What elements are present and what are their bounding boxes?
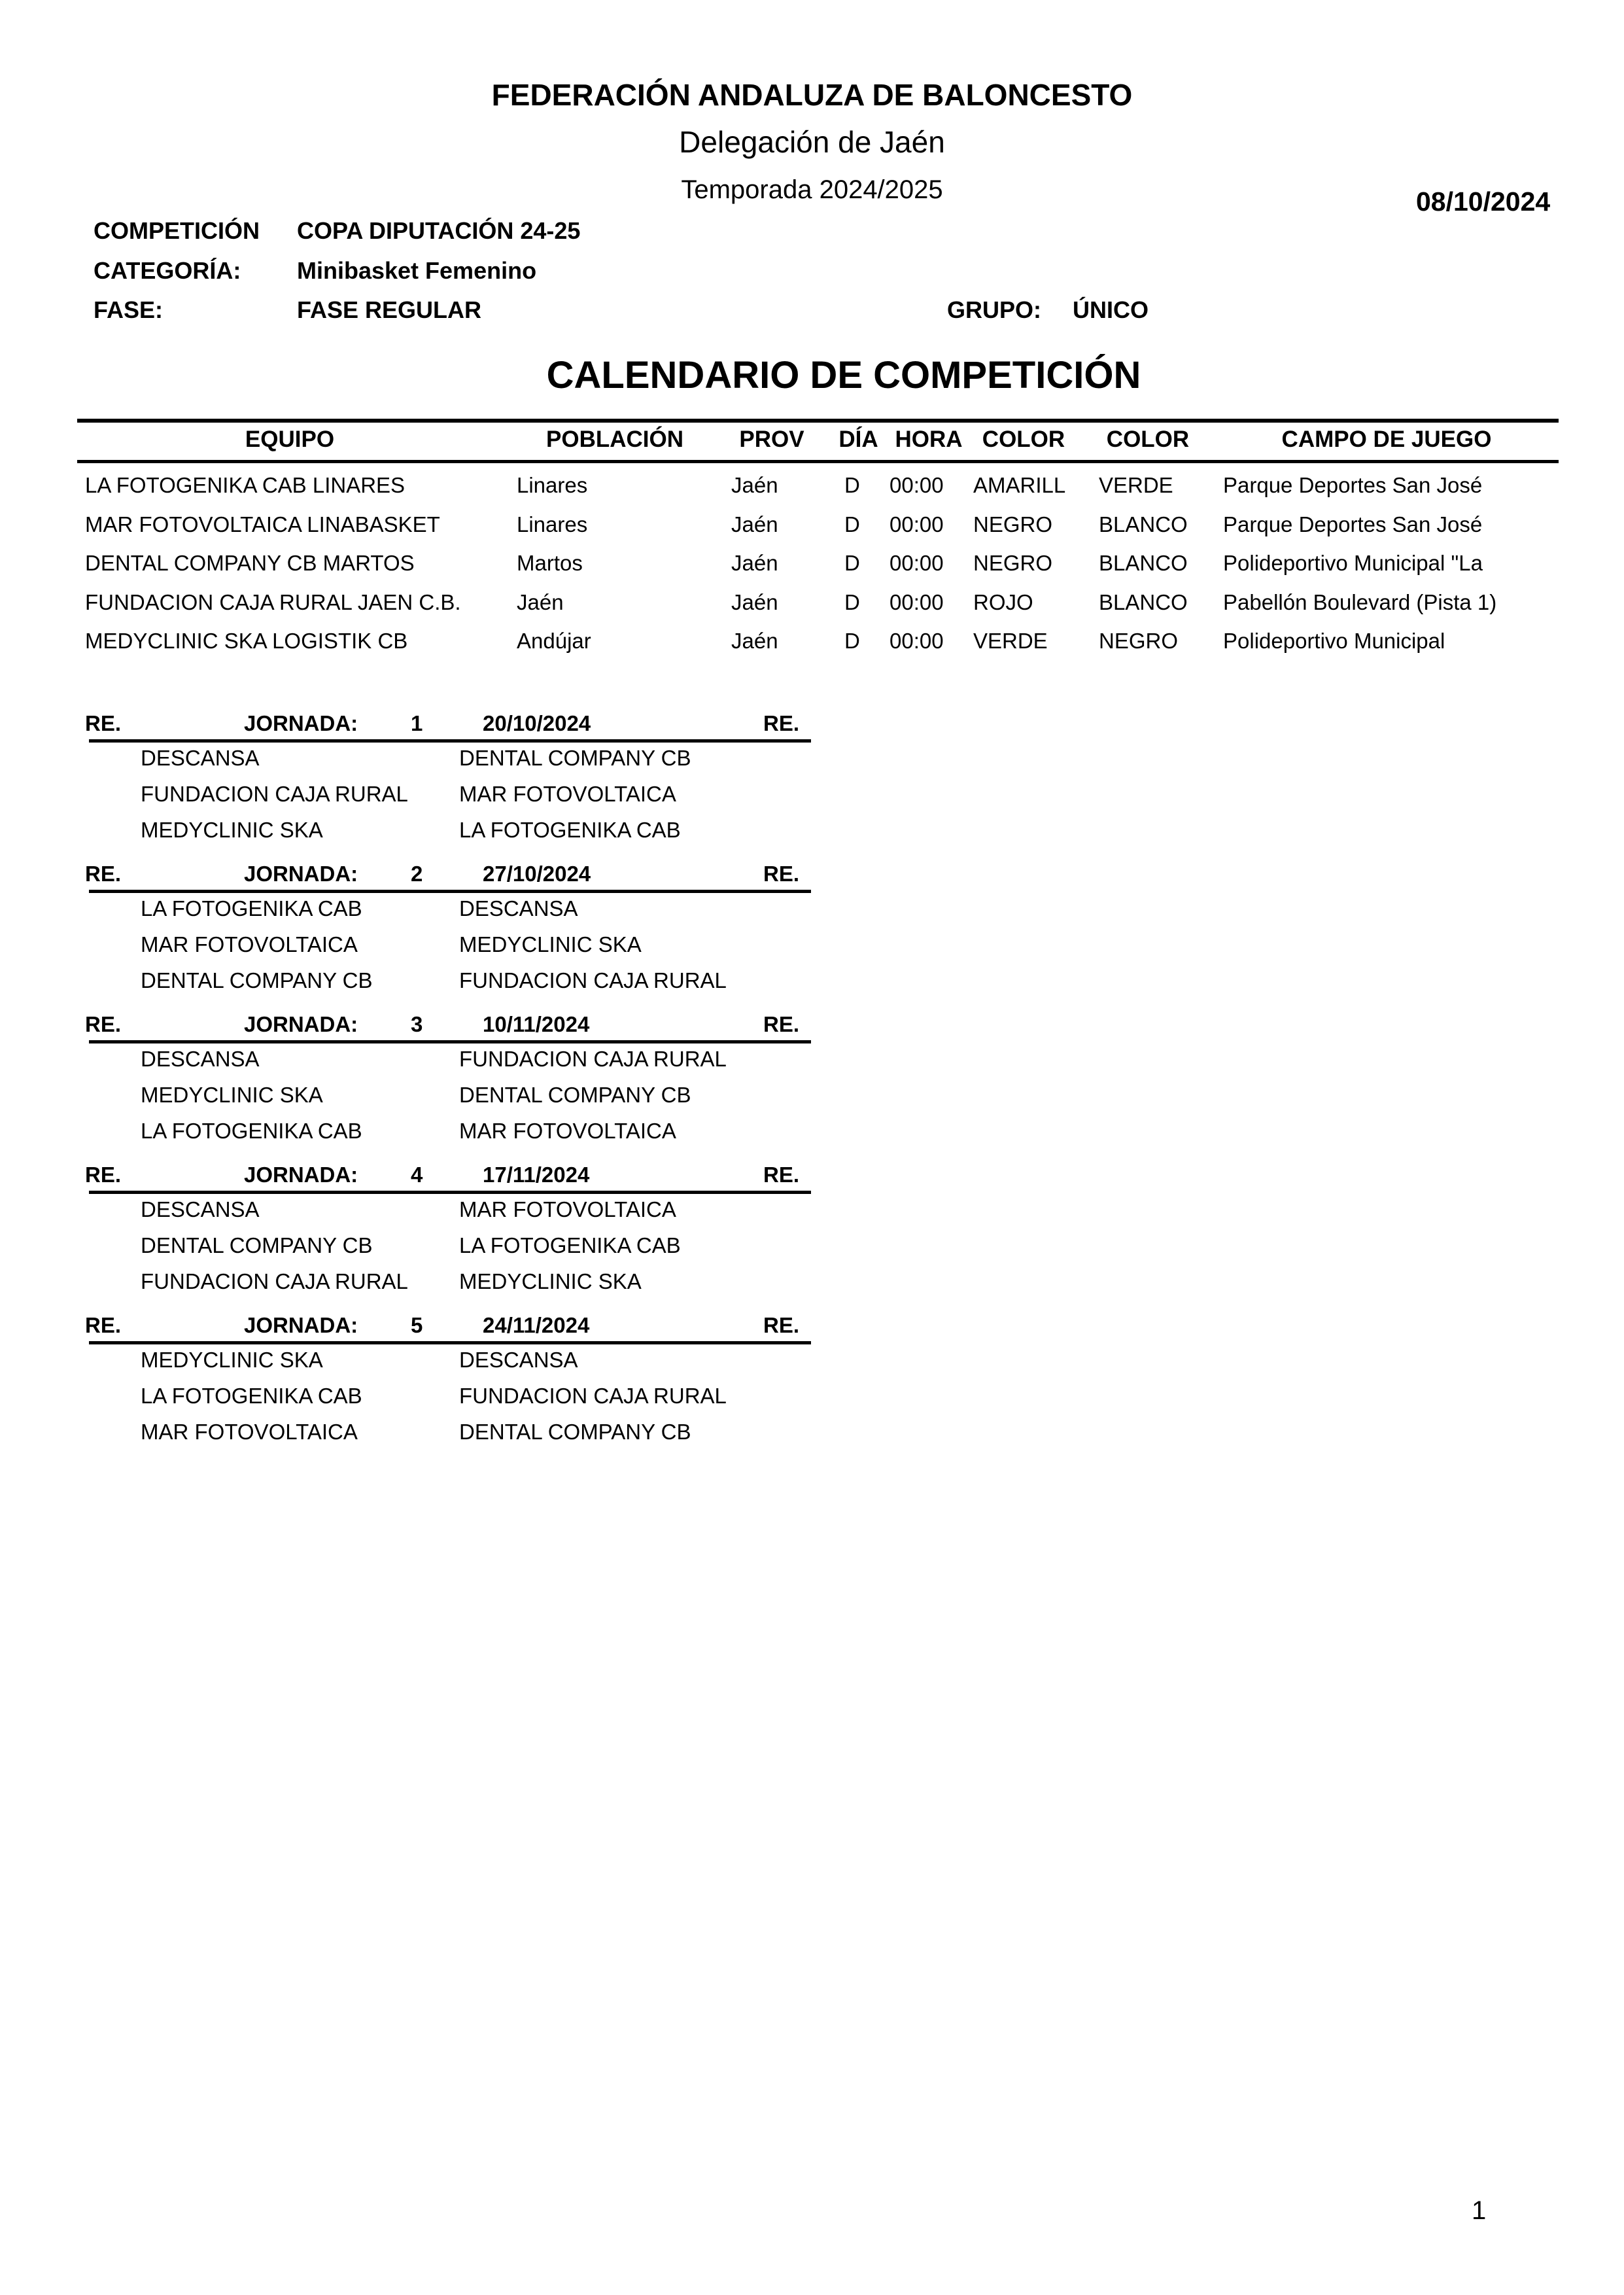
cell-prov: Jaén	[731, 629, 778, 653]
cell-poblacion: Martos	[517, 551, 583, 575]
jornada-re-left: RE.	[85, 711, 122, 735]
cell-prov: Jaén	[731, 512, 778, 536]
match-home-team: MEDYCLINIC SKA	[141, 1348, 323, 1372]
match-home-team: DESCANSA	[141, 746, 260, 770]
jornada-label: JORNADA:	[244, 1012, 358, 1036]
jornada-date: 17/11/2024	[483, 1163, 590, 1187]
group-label: GRUPO:	[947, 296, 1041, 323]
match-home-team: MAR FOTOVOLTAICA	[141, 932, 358, 956]
jornada-re-right: RE.	[763, 1012, 800, 1036]
cell-color-1: VERDE	[973, 629, 1048, 653]
teams-table-top-rule	[77, 419, 1559, 423]
cell-equipo: MEDYCLINIC SKA LOGISTIK CB	[85, 629, 408, 653]
cell-poblacion: Linares	[517, 473, 588, 497]
jornada-label: JORNADA:	[244, 711, 358, 735]
page-number: 1	[1472, 2196, 1487, 2225]
cell-campo: Parque Deportes San José	[1223, 473, 1483, 497]
cell-color-2: VERDE	[1099, 473, 1173, 497]
jornada-label: JORNADA:	[244, 1313, 358, 1337]
phase-label: FASE:	[94, 296, 164, 323]
jornada-date: 27/10/2024	[483, 862, 591, 886]
cell-campo: Polideportivo Municipal "La	[1223, 551, 1483, 575]
header-poblacion: POBLACIÓN	[546, 427, 683, 452]
cell-hora: 00:00	[890, 512, 944, 536]
match-away-team: DESCANSA	[459, 1348, 578, 1372]
cell-campo: Polideportivo Municipal	[1223, 629, 1445, 653]
match-home-team: MAR FOTOVOLTAICA	[141, 1420, 358, 1444]
jornada-re-right: RE.	[763, 1313, 800, 1337]
jornada-date: 24/11/2024	[483, 1313, 590, 1337]
cell-prov: Jaén	[731, 551, 778, 575]
header-equipo: EQUIPO	[245, 427, 335, 452]
match-away-team: MAR FOTOVOLTAICA	[459, 1197, 676, 1221]
match-home-team: DENTAL COMPANY CB	[141, 968, 373, 992]
jornada-label: JORNADA:	[244, 862, 358, 886]
cell-hora: 00:00	[890, 629, 944, 653]
jornada-re-right: RE.	[763, 1163, 800, 1187]
jornada-re-left: RE.	[85, 1163, 122, 1187]
jornada-date: 20/10/2024	[483, 711, 591, 735]
cell-dia: D	[844, 473, 860, 497]
match-home-team: DESCANSA	[141, 1197, 260, 1221]
calendar-title: CALENDARIO DE COMPETICIÓN	[546, 354, 1141, 396]
jornada-rule	[89, 1191, 811, 1194]
cell-color-1: AMARILL	[973, 473, 1066, 497]
cell-equipo: FUNDACION CAJA RURAL JAEN C.B.	[85, 589, 461, 614]
match-away-team: DENTAL COMPANY CB	[459, 1420, 691, 1444]
match-home-team: DENTAL COMPANY CB	[141, 1233, 373, 1257]
jornada-re-left: RE.	[85, 1012, 122, 1036]
jornada-rule	[89, 890, 811, 893]
match-home-team: DESCANSA	[141, 1047, 260, 1071]
competition-value: COPA DIPUTACIÓN 24-25	[297, 217, 581, 244]
season-label: Temporada 2024/2025	[681, 175, 943, 204]
jornada-number: 4	[411, 1163, 423, 1187]
jornada-rule	[89, 739, 811, 743]
cell-poblacion: Linares	[517, 512, 588, 536]
match-away-team: DESCANSA	[459, 896, 578, 920]
cell-poblacion: Andújar	[517, 629, 591, 653]
cell-prov: Jaén	[731, 589, 778, 614]
document-date: 08/10/2024	[1416, 186, 1551, 217]
jornada-number: 3	[411, 1012, 423, 1036]
match-home-team: LA FOTOGENIKA CAB	[141, 1119, 362, 1143]
competition-label: COMPETICIÓN	[94, 217, 260, 244]
jornada-number: 5	[411, 1313, 423, 1337]
match-home-team: FUNDACION CAJA RURAL	[141, 1269, 408, 1293]
match-away-team: FUNDACION CAJA RURAL	[459, 1047, 727, 1071]
header-color-1: COLOR	[982, 427, 1065, 452]
cell-dia: D	[844, 512, 860, 536]
match-away-team: DENTAL COMPANY CB	[459, 746, 691, 770]
match-away-team: MEDYCLINIC SKA	[459, 932, 642, 956]
cell-hora: 00:00	[890, 473, 944, 497]
cell-color-1: ROJO	[973, 589, 1033, 614]
match-away-team: MEDYCLINIC SKA	[459, 1269, 642, 1293]
match-away-team: MAR FOTOVOLTAICA	[459, 1119, 676, 1143]
cell-color-2: BLANCO	[1099, 512, 1188, 536]
header-prov: PROV	[739, 427, 804, 452]
cell-poblacion: Jaén	[517, 589, 564, 614]
jornada-label: JORNADA:	[244, 1163, 358, 1187]
header-dia: DÍA	[838, 427, 878, 452]
cell-dia: D	[844, 629, 860, 653]
category-value: Minibasket Femenino	[297, 257, 537, 284]
cell-campo: Parque Deportes San José	[1223, 512, 1483, 536]
cell-equipo: MAR FOTOVOLTAICA LINABASKET	[85, 512, 440, 536]
jornada-re-left: RE.	[85, 1313, 122, 1337]
group-value: ÚNICO	[1073, 296, 1149, 323]
cell-hora: 00:00	[890, 551, 944, 575]
cell-color-1: NEGRO	[973, 512, 1053, 536]
jornada-re-right: RE.	[763, 711, 800, 735]
phase-value: FASE REGULAR	[297, 296, 482, 323]
match-away-team: MAR FOTOVOLTAICA	[459, 782, 676, 806]
cell-hora: 00:00	[890, 589, 944, 614]
cell-dia: D	[844, 589, 860, 614]
match-home-team: FUNDACION CAJA RURAL	[141, 782, 408, 806]
federation-title: FEDERACIÓN ANDALUZA DE BALONCESTO	[491, 78, 1133, 112]
cell-color-2: BLANCO	[1099, 551, 1188, 575]
cell-campo: Pabellón Boulevard (Pista 1)	[1223, 589, 1497, 614]
jornada-rule	[89, 1341, 811, 1344]
category-label: CATEGORÍA:	[94, 257, 241, 284]
header-hora: HORA	[895, 427, 963, 452]
match-away-team: LA FOTOGENIKA CAB	[459, 1233, 681, 1257]
match-away-team: LA FOTOGENIKA CAB	[459, 818, 681, 842]
cell-prov: Jaén	[731, 473, 778, 497]
header-campo: CAMPO DE JUEGO	[1281, 427, 1492, 452]
jornada-re-left: RE.	[85, 862, 122, 886]
jornada-number: 1	[411, 711, 423, 735]
match-away-team: FUNDACION CAJA RURAL	[459, 968, 727, 992]
jornada-date: 10/11/2024	[483, 1012, 590, 1036]
cell-color-1: NEGRO	[973, 551, 1053, 575]
header-color-2: COLOR	[1106, 427, 1190, 452]
jornada-re-right: RE.	[763, 862, 800, 886]
match-home-team: MEDYCLINIC SKA	[141, 1083, 323, 1107]
jornada-number: 2	[411, 862, 423, 886]
match-away-team: DENTAL COMPANY CB	[459, 1083, 691, 1107]
match-home-team: LA FOTOGENIKA CAB	[141, 896, 362, 920]
cell-color-2: BLANCO	[1099, 589, 1188, 614]
match-home-team: MEDYCLINIC SKA	[141, 818, 323, 842]
cell-color-2: NEGRO	[1099, 629, 1179, 653]
match-home-team: LA FOTOGENIKA CAB	[141, 1384, 362, 1408]
teams-table-header-rule	[77, 460, 1559, 463]
delegation-subtitle: Delegación de Jaén	[679, 125, 945, 159]
jornada-rule	[89, 1040, 811, 1043]
match-away-team: FUNDACION CAJA RURAL	[459, 1384, 727, 1408]
cell-equipo: LA FOTOGENIKA CAB LINARES	[85, 473, 406, 497]
cell-dia: D	[844, 551, 860, 575]
cell-equipo: DENTAL COMPANY CB MARTOS	[85, 551, 415, 575]
